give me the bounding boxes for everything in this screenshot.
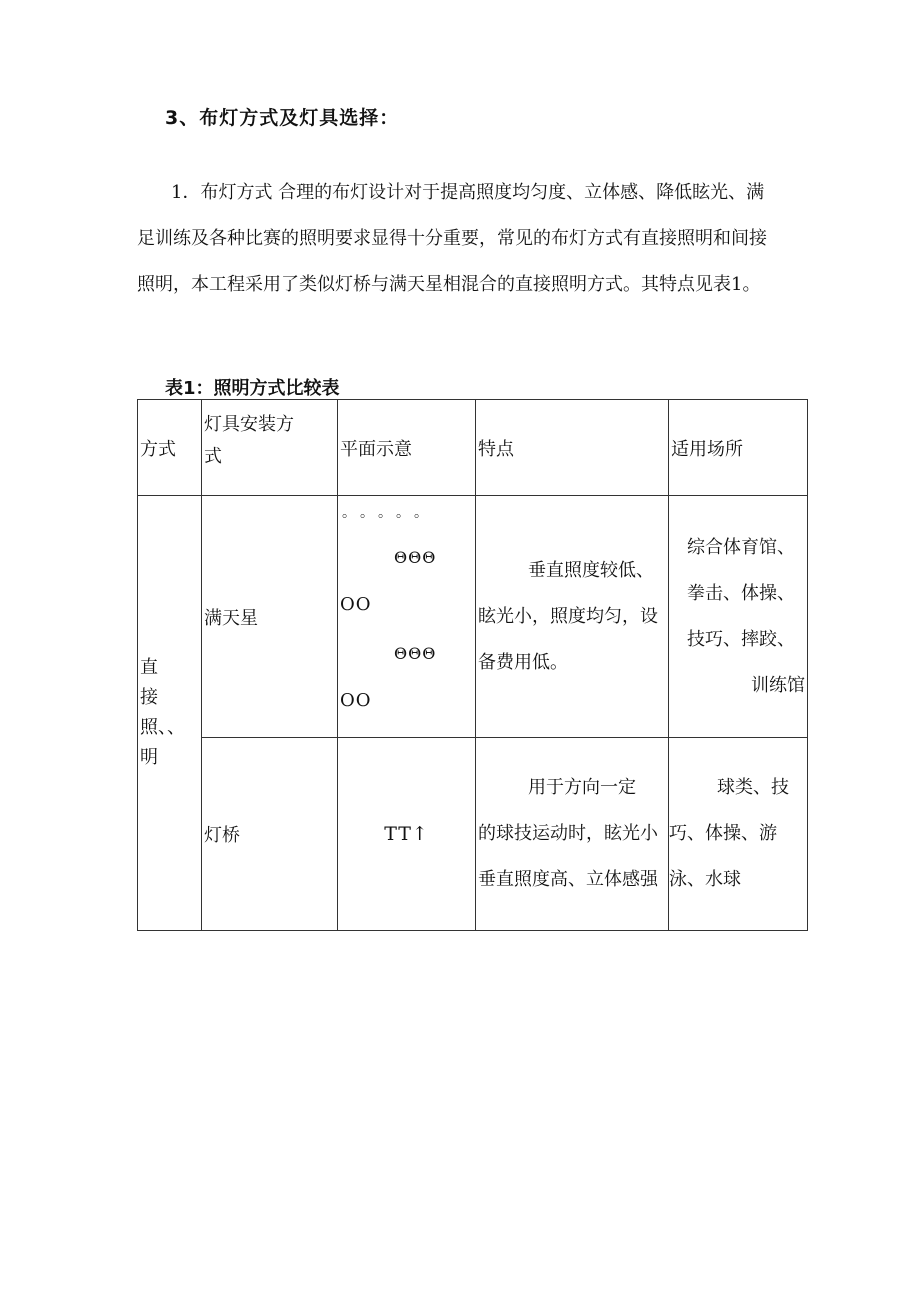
- header-feature: 特点: [476, 400, 669, 496]
- place-line: 巧、体操、游: [669, 823, 777, 844]
- place-line: 球类、技: [717, 777, 789, 798]
- lamp-group-top: ΘΘΘ: [394, 548, 437, 567]
- feature-line: 垂直照度高、立体感强: [478, 869, 658, 890]
- header-install-line: 式: [204, 446, 222, 467]
- feature-line: 用于方向一定: [528, 777, 636, 798]
- header-install-line: 灯具安装方: [204, 414, 294, 435]
- place-line: 拳击、体操、: [687, 582, 795, 604]
- place-line: 训练馆: [751, 674, 805, 696]
- starry-sky-diagram: [338, 496, 475, 737]
- header-place: 适用场所: [669, 400, 808, 496]
- ring-group-bottom: OO: [340, 690, 372, 711]
- plan-diagram-cell: [338, 496, 476, 738]
- method-line: 照、、: [140, 717, 185, 738]
- paragraph-line: 照明，本工程采用了类似灯桥与满天星相混合的直接照明方式。其特点见表1。: [137, 274, 761, 295]
- method-cell: [138, 496, 202, 931]
- intro-paragraph: [137, 170, 837, 308]
- row-name: 满天星: [202, 496, 338, 738]
- place-line: 综合体育馆、: [687, 536, 795, 558]
- table-row: [138, 496, 808, 738]
- light-bridge-diagram: TT↑: [338, 738, 476, 931]
- header-install: [202, 400, 338, 496]
- place-cell: [669, 738, 808, 931]
- place-line: 技巧、摔跤、: [687, 628, 795, 650]
- feature-line: 垂直照度较低、: [528, 559, 654, 581]
- table-row: [138, 738, 808, 931]
- method-line: 直: [140, 657, 158, 678]
- place-cell: [669, 496, 808, 738]
- feature-line: 眩光小，照度均匀，设: [478, 605, 658, 627]
- method-line: 接: [140, 687, 158, 708]
- lamp-group-bottom: ΘΘΘ: [394, 644, 437, 663]
- place-line: 泳、水球: [669, 869, 741, 890]
- ring-group-top: OO: [340, 594, 372, 615]
- method-line: 明: [140, 747, 158, 768]
- feature-line: 的球技运动时，眩光小: [478, 823, 658, 844]
- small-dots: 。。。。。: [342, 505, 439, 521]
- row-name: 灯桥: [202, 738, 338, 931]
- feature-cell: [476, 496, 669, 738]
- feature-line: 备费用低。: [478, 651, 568, 673]
- table-caption: 表1：照明方式比较表: [165, 378, 340, 399]
- feature-cell: [476, 738, 669, 931]
- paragraph-line: 足训练及各种比赛的照明要求显得十分重要，常见的布灯方式有直接照明和间接: [137, 228, 767, 249]
- table-header-row: [138, 400, 808, 496]
- lighting-comparison-table: [137, 399, 808, 931]
- paragraph-line: 1．布灯方式 合理的布灯设计对于提高照度均匀度、立体感、降低眩光、满: [171, 182, 765, 203]
- header-method: 方式: [138, 400, 202, 496]
- section-heading: 3、布灯方式及灯具选择：: [165, 107, 400, 129]
- header-plan: 平面示意: [338, 400, 476, 496]
